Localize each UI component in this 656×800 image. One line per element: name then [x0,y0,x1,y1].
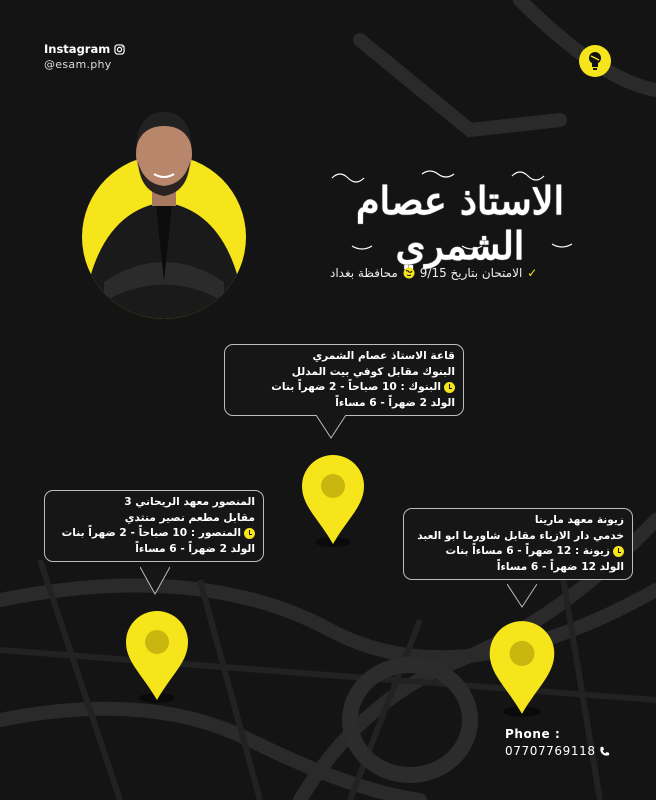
location-title: قاعة الاستاذ عصام الشمري [312,350,455,362]
location-card-2 [44,490,264,562]
location-address: مقابل مطعم نصير منتدي [124,511,255,524]
location-pin-icon [122,608,192,704]
location-address: خدمي دار الازياء مقابل شاورما ابو العبد [417,529,624,542]
instagram-block[interactable] [44,42,125,72]
exam-region: محافظة بغداد [330,266,398,280]
time-girls: زيونة : 12 ضهراً - 6 مساءاً بنات [445,545,610,557]
teacher-portrait [74,92,254,320]
location-card-3 [403,508,633,580]
location-pin-icon [298,452,368,548]
instagram-handle: @esam.phy [44,58,112,71]
exam-date: الامتحان بتاريخ 9/15 [419,266,523,280]
bubble-tail-2 [140,566,170,596]
time-girls: البنوك : 10 صباحاً - 2 ضهراً بنات [271,381,441,393]
teacher-name: الاستاذ عصام الشمري [356,178,564,268]
bubble-tail-3 [507,583,537,609]
exam-info-line [330,266,620,280]
phone-number[interactable]: 07707769118 [505,744,596,758]
location-title: المنصور معهد الريحاني 3 [124,496,255,508]
phone-label: Phone : [505,727,561,741]
clock-icon [444,382,455,393]
bubble-tail-1 [316,414,346,440]
instagram-title: Instagram [44,42,125,57]
clock-icon [244,528,255,539]
globe-icon [403,267,415,279]
time-boys: الولد 12 ضهراً - 6 مساءاً [496,560,624,573]
contact-phone[interactable] [505,727,610,758]
instagram-icon [114,44,125,55]
phone-icon [599,746,610,757]
check-icon: ✓ [527,266,538,280]
time-boys: الولد 2 ضهراً - 6 مساءاً [135,542,255,555]
location-address: البنوك مقابل كوفي بيت المدلل [291,365,455,378]
location-card-1 [224,344,464,416]
time-girls: المنصور : 10 صباحاً - 2 ضهراً بنات [61,527,241,539]
clock-icon [613,546,624,557]
bulb-logo-icon [579,45,611,77]
location-title: زيونة معهد مارينا [534,514,624,526]
time-boys: الولد 2 ضهراً - 6 مساءاً [335,396,455,409]
location-pin-icon [484,618,560,718]
